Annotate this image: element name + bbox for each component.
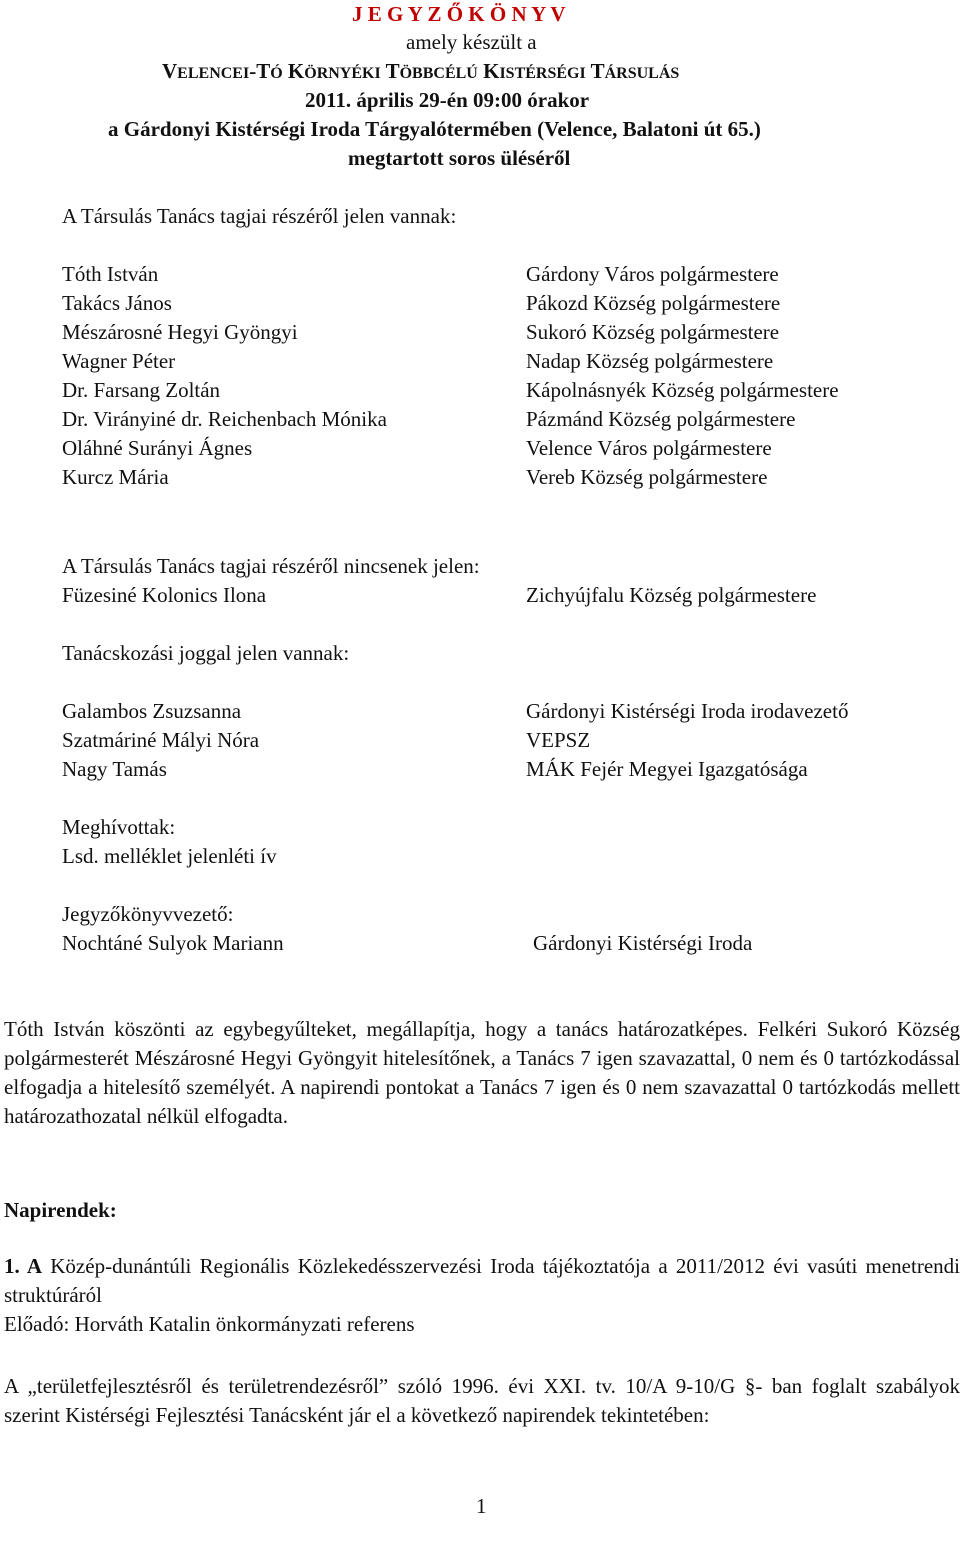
agenda-item-text: Közép-dunántúli Regionális Közlekedésszervezési Iroda tájékoztatója a 2011/2012 évi vasúti menetrendi struktúráról: [4, 1254, 960, 1307]
advisory-role: VEPSZ: [526, 728, 591, 752]
advisory-heading: Tanácskozási joggal jelen vannak:: [62, 641, 350, 665]
org-part: K: [477, 59, 500, 83]
agenda-item-1: [4, 1252, 960, 1310]
present-heading: A Társulás Tanács tagjai részéről jelen vannak:: [62, 204, 457, 228]
member-role: Pákozd Község polgármestere: [526, 291, 781, 315]
member-name: Tóth István: [62, 262, 159, 286]
meeting-date: 2011. április 29-én 09:00 órakor: [305, 88, 590, 112]
advisory-name: Nagy Tamás: [62, 757, 167, 781]
org-part: T: [585, 59, 605, 83]
member-role: Sukoró Község polgármestere: [526, 320, 780, 344]
opening-paragraph: Tóth István köszönti az egybegyűlteket, megállapítja, hogy a tanács határozatképes. Felkéri Sukoró Község polgármesterét Mészárosné Hegyi Gyöngyit hitelesítőnek, a Tanács 7 igen szavazattal, 0 nem és 0 tartózkodással elfogadja a hitelesítő személyét. A napirendi pontokat a Tanács 7 igen és 0 nem szavazattal 0 tartózkodás mellett határozathozatal nélkül elfogadta.: [4, 1017, 960, 1128]
org-part: -T: [249, 59, 271, 83]
member-name: Oláhné Surányi Ágnes: [62, 436, 253, 460]
org-part: ÖBBCÉLÚ: [399, 65, 478, 82]
agenda-item-presenter: Előadó: Horváth Katalin önkormányzati referens: [4, 1312, 415, 1336]
member-role: Pázmánd Község polgármestere: [526, 407, 796, 431]
member-role: Nadap Község polgármestere: [526, 349, 774, 373]
member-name: Kurcz Mária: [62, 465, 169, 489]
member-role: Kápolnásnyék Község polgármestere: [526, 378, 839, 402]
recorder-heading: Jegyzőkönyvvezető:: [62, 902, 234, 926]
org-part: T: [380, 59, 400, 83]
member-role: Gárdony Város polgármestere: [526, 262, 779, 286]
organization-name: [162, 57, 679, 88]
org-part: ÁRSULÁS: [604, 65, 680, 82]
advisory-role: MÁK Fejér Megyei Igazgatósága: [526, 757, 808, 781]
org-part: ELENCEI: [177, 65, 250, 82]
org-part: V: [162, 59, 178, 83]
absent-role: Zichyújfalu Község polgármestere: [526, 583, 817, 607]
member-name: Wagner Péter: [62, 349, 176, 373]
meeting-place: a Gárdonyi Kistérségi Iroda Tárgyalótermében (Velence, Balatoni út 65.): [108, 117, 761, 141]
present-roles-list: [526, 260, 839, 492]
meeting-type: megtartott soros üléséről: [348, 146, 571, 170]
recorder-name: Nochtáné Sulyok Mariann: [62, 931, 284, 955]
recorder-role: Gárdonyi Kistérségi Iroda: [533, 931, 753, 955]
advisory-role: Gárdonyi Kistérségi Iroda irodavezető: [526, 699, 849, 723]
page-number: 1: [476, 1494, 487, 1518]
org-part: ISTÉRSÉGI: [499, 65, 586, 82]
header-subtitle: amely készült a: [406, 30, 537, 54]
member-role: Velence Város polgármestere: [526, 436, 772, 460]
member-name: Dr. Farsang Zoltán: [62, 378, 221, 402]
member-role: Vereb Község polgármestere: [526, 465, 768, 489]
advisory-name: Galambos Zsuzsanna: [62, 699, 242, 723]
advisory-name: Szatmáriné Mályi Nóra: [62, 728, 260, 752]
advisory-roles-list: [526, 697, 848, 784]
member-name: Dr. Virányiné dr. Reichenbach Mónika: [62, 407, 387, 431]
agenda-heading: Napirendek:: [4, 1198, 117, 1222]
org-part: Ó: [270, 65, 283, 82]
member-name: Takács János: [62, 291, 172, 315]
agenda-item-number: 1. A: [4, 1254, 43, 1278]
absent-heading: A Társulás Tanács tagjai részéről nincsenek jelen:: [62, 554, 480, 578]
absent-name: Füzesiné Kolonics Ilona: [62, 583, 267, 607]
closing-paragraph: A „területfejlesztésről és területrendezésről” szóló 1996. évi XXI. tv. 10/A 9-10/G §- ban foglalt szabályok szerint Kistérségi Fejlesztési Tanácsként jár el a következő napirendek tekintetében:: [4, 1374, 960, 1427]
org-part: ÖRNYÉKI: [304, 65, 381, 82]
org-part: K: [282, 59, 305, 83]
document-title: J E G Y Z Ő K Ö N Y V: [352, 2, 566, 26]
invited-heading: Meghívottak:: [62, 815, 176, 839]
advisory-names-list: [62, 697, 259, 784]
present-names-list: [62, 260, 387, 492]
invited-text: Lsd. melléklet jelenléti ív: [62, 844, 277, 868]
member-name: Mészárosné Hegyi Gyöngyi: [62, 320, 298, 344]
